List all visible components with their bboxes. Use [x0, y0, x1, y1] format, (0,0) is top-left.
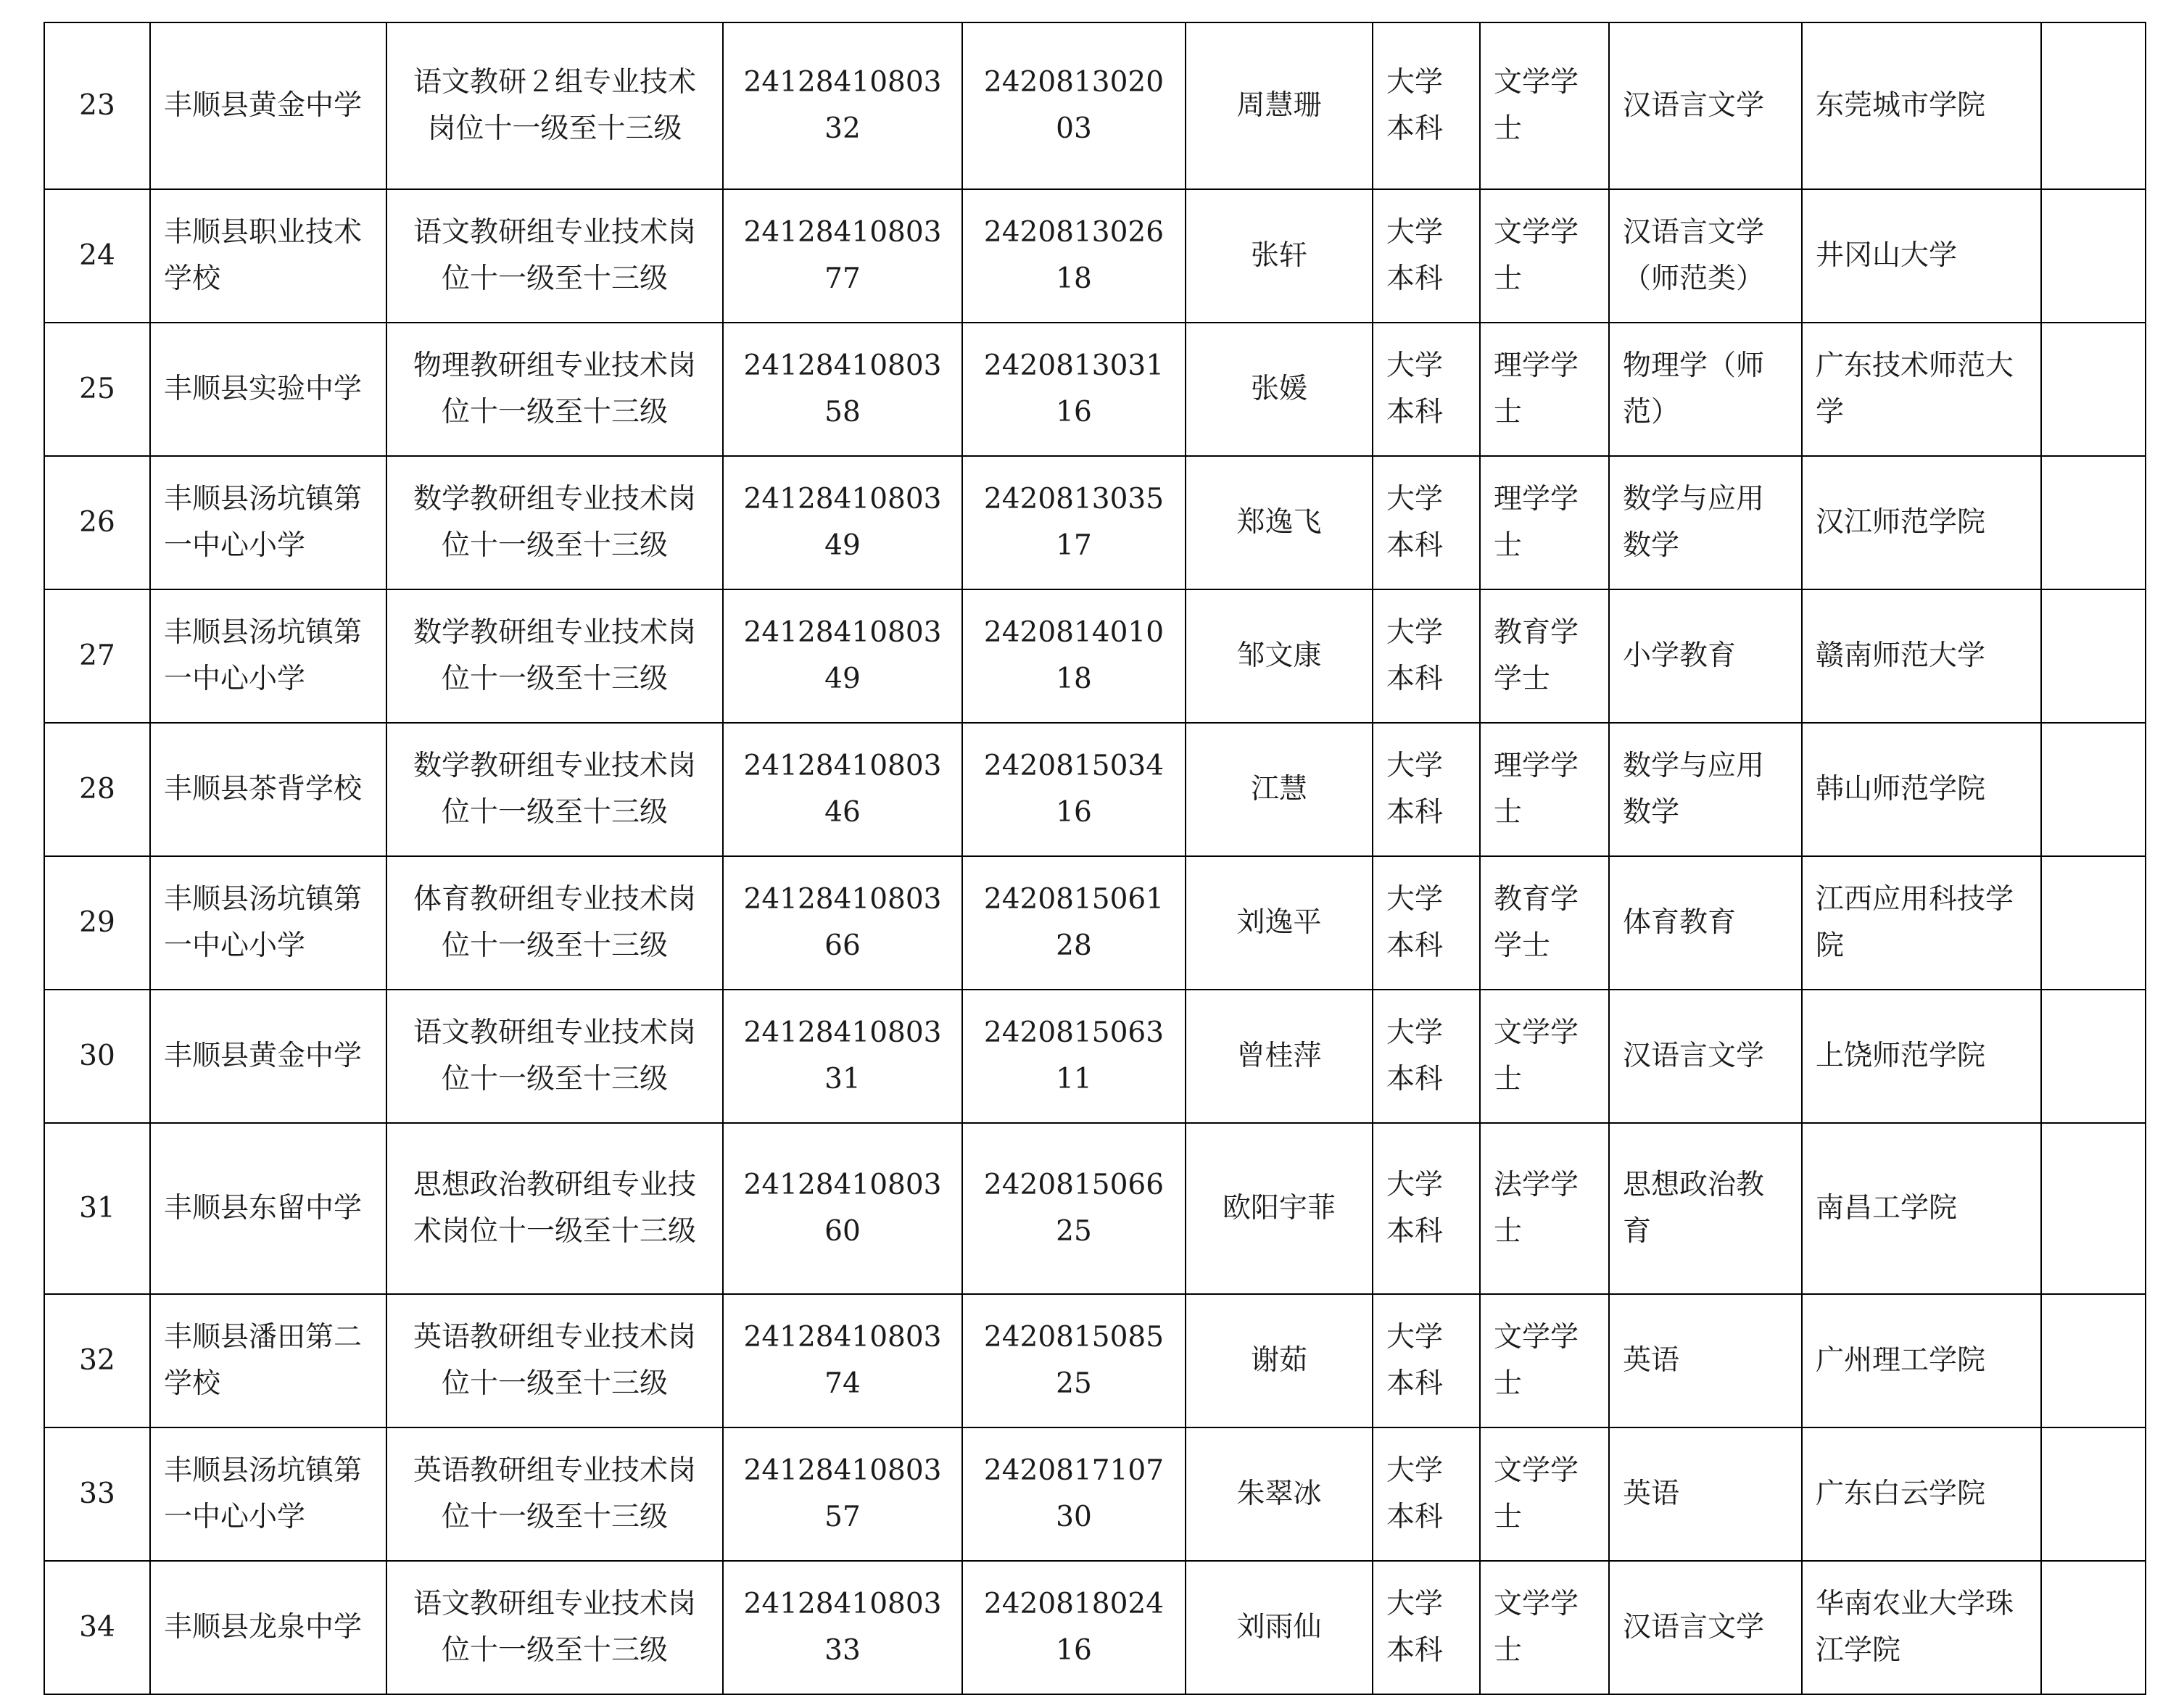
employer-unit-cell: 丰顺县黄金中学: [150, 990, 386, 1123]
major-cell: 数学与应用数学: [1609, 723, 1802, 856]
position-code-cell: 2412841080346: [723, 723, 962, 856]
graduate-school-cell: 韩山师范学院: [1802, 723, 2041, 856]
graduate-school-cell: 南昌工学院: [1802, 1123, 2041, 1294]
degree-cell: 理学学士: [1480, 723, 1609, 856]
major-cell: 英语: [1609, 1294, 1802, 1427]
education-level-cell: 大学本科: [1373, 1427, 1480, 1561]
table-row: [44, 22, 2146, 189]
position-code-cell: 2412841080332: [723, 22, 962, 189]
graduate-school-cell: 汉江师范学院: [1802, 456, 2041, 589]
degree-cell: 教育学学士: [1480, 589, 1609, 723]
row-number-cell: 34: [44, 1561, 150, 1694]
remark-cell: [2041, 856, 2146, 990]
position-code-cell: 2412841080349: [723, 589, 962, 723]
position-code-cell: 2412841080374: [723, 1294, 962, 1427]
table-row: [44, 990, 2146, 1123]
remark-cell: [2041, 723, 2146, 856]
remark-cell: [2041, 589, 2146, 723]
job-post-cell: 语文教研组专业技术岗位十一级至十三级: [386, 189, 723, 323]
exam-number-cell: 242081710730: [962, 1427, 1186, 1561]
candidate-name-cell: 刘逸平: [1186, 856, 1373, 990]
employer-unit-cell: 丰顺县黄金中学: [150, 22, 386, 189]
degree-cell: 文学学士: [1480, 990, 1609, 1123]
major-cell: 英语: [1609, 1427, 1802, 1561]
job-post-cell: 思想政治教研组专业技术岗位十一级至十三级: [386, 1123, 723, 1294]
degree-cell: 文学学士: [1480, 1294, 1609, 1427]
job-post-cell: 英语教研组专业技术岗位十一级至十三级: [386, 1294, 723, 1427]
remark-cell: [2041, 1561, 2146, 1694]
row-number-cell: 29: [44, 856, 150, 990]
candidate-name-cell: 欧阳宇菲: [1186, 1123, 1373, 1294]
exam-number-cell: 242081503416: [962, 723, 1186, 856]
education-level-cell: 大学本科: [1373, 990, 1480, 1123]
major-cell: 小学教育: [1609, 589, 1802, 723]
row-number-cell: 32: [44, 1294, 150, 1427]
exam-number-cell: 242081506625: [962, 1123, 1186, 1294]
row-number-cell: 23: [44, 22, 150, 189]
table-row: [44, 189, 2146, 323]
graduate-school-cell: 广州理工学院: [1802, 1294, 2041, 1427]
candidate-name-cell: 周慧珊: [1186, 22, 1373, 189]
row-number-cell: 25: [44, 323, 150, 456]
candidate-name-cell: 张轩: [1186, 189, 1373, 323]
exam-number-cell: 242081303517: [962, 456, 1186, 589]
education-level-cell: 大学本科: [1373, 323, 1480, 456]
exam-number-cell: 242081401018: [962, 589, 1186, 723]
education-level-cell: 大学本科: [1373, 22, 1480, 189]
table-row: [44, 589, 2146, 723]
position-code-cell: 2412841080331: [723, 990, 962, 1123]
candidate-name-cell: 张媛: [1186, 323, 1373, 456]
exam-number-cell: 242081302003: [962, 22, 1186, 189]
table-row: [44, 856, 2146, 990]
job-post-cell: 数学教研组专业技术岗位十一级至十三级: [386, 589, 723, 723]
table-row: [44, 1123, 2146, 1294]
education-level-cell: 大学本科: [1373, 1294, 1480, 1427]
table-body: [44, 22, 2146, 1694]
exam-number-cell: 242081302618: [962, 189, 1186, 323]
row-number-cell: 24: [44, 189, 150, 323]
candidate-name-cell: 朱翠冰: [1186, 1427, 1373, 1561]
exam-number-cell: 242081506311: [962, 990, 1186, 1123]
education-level-cell: 大学本科: [1373, 189, 1480, 323]
major-cell: 汉语言文学: [1609, 1561, 1802, 1694]
candidate-name-cell: 刘雨仙: [1186, 1561, 1373, 1694]
degree-cell: 法学学士: [1480, 1123, 1609, 1294]
remark-cell: [2041, 990, 2146, 1123]
education-level-cell: 大学本科: [1373, 1123, 1480, 1294]
employer-unit-cell: 丰顺县茶背学校: [150, 723, 386, 856]
remark-cell: [2041, 1294, 2146, 1427]
table-row: [44, 456, 2146, 589]
graduate-school-cell: 井冈山大学: [1802, 189, 2041, 323]
major-cell: 思想政治教育: [1609, 1123, 1802, 1294]
degree-cell: 文学学士: [1480, 189, 1609, 323]
row-number-cell: 26: [44, 456, 150, 589]
graduate-school-cell: 上饶师范学院: [1802, 990, 2041, 1123]
exam-number-cell: 242081303116: [962, 323, 1186, 456]
remark-cell: [2041, 22, 2146, 189]
remark-cell: [2041, 456, 2146, 589]
degree-cell: 理学学士: [1480, 323, 1609, 456]
employer-unit-cell: 丰顺县汤坑镇第一中心小学: [150, 856, 386, 990]
exam-number-cell: 242081506128: [962, 856, 1186, 990]
job-post-cell: 物理教研组专业技术岗位十一级至十三级: [386, 323, 723, 456]
employer-unit-cell: 丰顺县汤坑镇第一中心小学: [150, 1427, 386, 1561]
job-post-cell: 英语教研组专业技术岗位十一级至十三级: [386, 1427, 723, 1561]
major-cell: 汉语言文学: [1609, 22, 1802, 189]
table-row: [44, 323, 2146, 456]
education-level-cell: 大学本科: [1373, 456, 1480, 589]
education-level-cell: 大学本科: [1373, 723, 1480, 856]
table-row: [44, 723, 2146, 856]
major-cell: 物理学（师范）: [1609, 323, 1802, 456]
graduate-school-cell: 江西应用科技学院: [1802, 856, 2041, 990]
degree-cell: 文学学士: [1480, 22, 1609, 189]
job-post-cell: 语文教研２组专业技术岗位十一级至十三级: [386, 22, 723, 189]
job-post-cell: 体育教研组专业技术岗位十一级至十三级: [386, 856, 723, 990]
row-number-cell: 30: [44, 990, 150, 1123]
major-cell: 数学与应用数学: [1609, 456, 1802, 589]
position-code-cell: 2412841080357: [723, 1427, 962, 1561]
graduate-school-cell: 华南农业大学珠江学院: [1802, 1561, 2041, 1694]
position-code-cell: 2412841080360: [723, 1123, 962, 1294]
job-post-cell: 语文教研组专业技术岗位十一级至十三级: [386, 990, 723, 1123]
candidate-name-cell: 郑逸飞: [1186, 456, 1373, 589]
position-code-cell: 2412841080349: [723, 456, 962, 589]
job-post-cell: 语文教研组专业技术岗位十一级至十三级: [386, 1561, 723, 1694]
table-row: [44, 1294, 2146, 1427]
table-row: [44, 1561, 2146, 1694]
candidate-name-cell: 江慧: [1186, 723, 1373, 856]
row-number-cell: 27: [44, 589, 150, 723]
row-number-cell: 31: [44, 1123, 150, 1294]
employer-unit-cell: 丰顺县潘田第二学校: [150, 1294, 386, 1427]
major-cell: 汉语言文学（师范类）: [1609, 189, 1802, 323]
employer-unit-cell: 丰顺县职业技术学校: [150, 189, 386, 323]
job-post-cell: 数学教研组专业技术岗位十一级至十三级: [386, 723, 723, 856]
education-level-cell: 大学本科: [1373, 856, 1480, 990]
graduate-school-cell: 广东白云学院: [1802, 1427, 2041, 1561]
position-code-cell: 2412841080366: [723, 856, 962, 990]
degree-cell: 文学学士: [1480, 1561, 1609, 1694]
candidate-table: [44, 22, 2146, 1695]
exam-number-cell: 242081802416: [962, 1561, 1186, 1694]
major-cell: 体育教育: [1609, 856, 1802, 990]
degree-cell: 理学学士: [1480, 456, 1609, 589]
employer-unit-cell: 丰顺县汤坑镇第一中心小学: [150, 589, 386, 723]
position-code-cell: 2412841080333: [723, 1561, 962, 1694]
remark-cell: [2041, 323, 2146, 456]
employer-unit-cell: 丰顺县汤坑镇第一中心小学: [150, 456, 386, 589]
row-number-cell: 33: [44, 1427, 150, 1561]
degree-cell: 文学学士: [1480, 1427, 1609, 1561]
employer-unit-cell: 丰顺县东留中学: [150, 1123, 386, 1294]
remark-cell: [2041, 189, 2146, 323]
employer-unit-cell: 丰顺县实验中学: [150, 323, 386, 456]
major-cell: 汉语言文学: [1609, 990, 1802, 1123]
candidate-name-cell: 邹文康: [1186, 589, 1373, 723]
position-code-cell: 2412841080358: [723, 323, 962, 456]
candidate-name-cell: 曾桂萍: [1186, 990, 1373, 1123]
education-level-cell: 大学本科: [1373, 1561, 1480, 1694]
remark-cell: [2041, 1427, 2146, 1561]
degree-cell: 教育学学士: [1480, 856, 1609, 990]
graduate-school-cell: 东莞城市学院: [1802, 22, 2041, 189]
employer-unit-cell: 丰顺县龙泉中学: [150, 1561, 386, 1694]
row-number-cell: 28: [44, 723, 150, 856]
graduate-school-cell: 赣南师范大学: [1802, 589, 2041, 723]
job-post-cell: 数学教研组专业技术岗位十一级至十三级: [386, 456, 723, 589]
table-row: [44, 1427, 2146, 1561]
position-code-cell: 2412841080377: [723, 189, 962, 323]
education-level-cell: 大学本科: [1373, 589, 1480, 723]
exam-number-cell: 242081508525: [962, 1294, 1186, 1427]
remark-cell: [2041, 1123, 2146, 1294]
graduate-school-cell: 广东技术师范大学: [1802, 323, 2041, 456]
candidate-name-cell: 谢茹: [1186, 1294, 1373, 1427]
